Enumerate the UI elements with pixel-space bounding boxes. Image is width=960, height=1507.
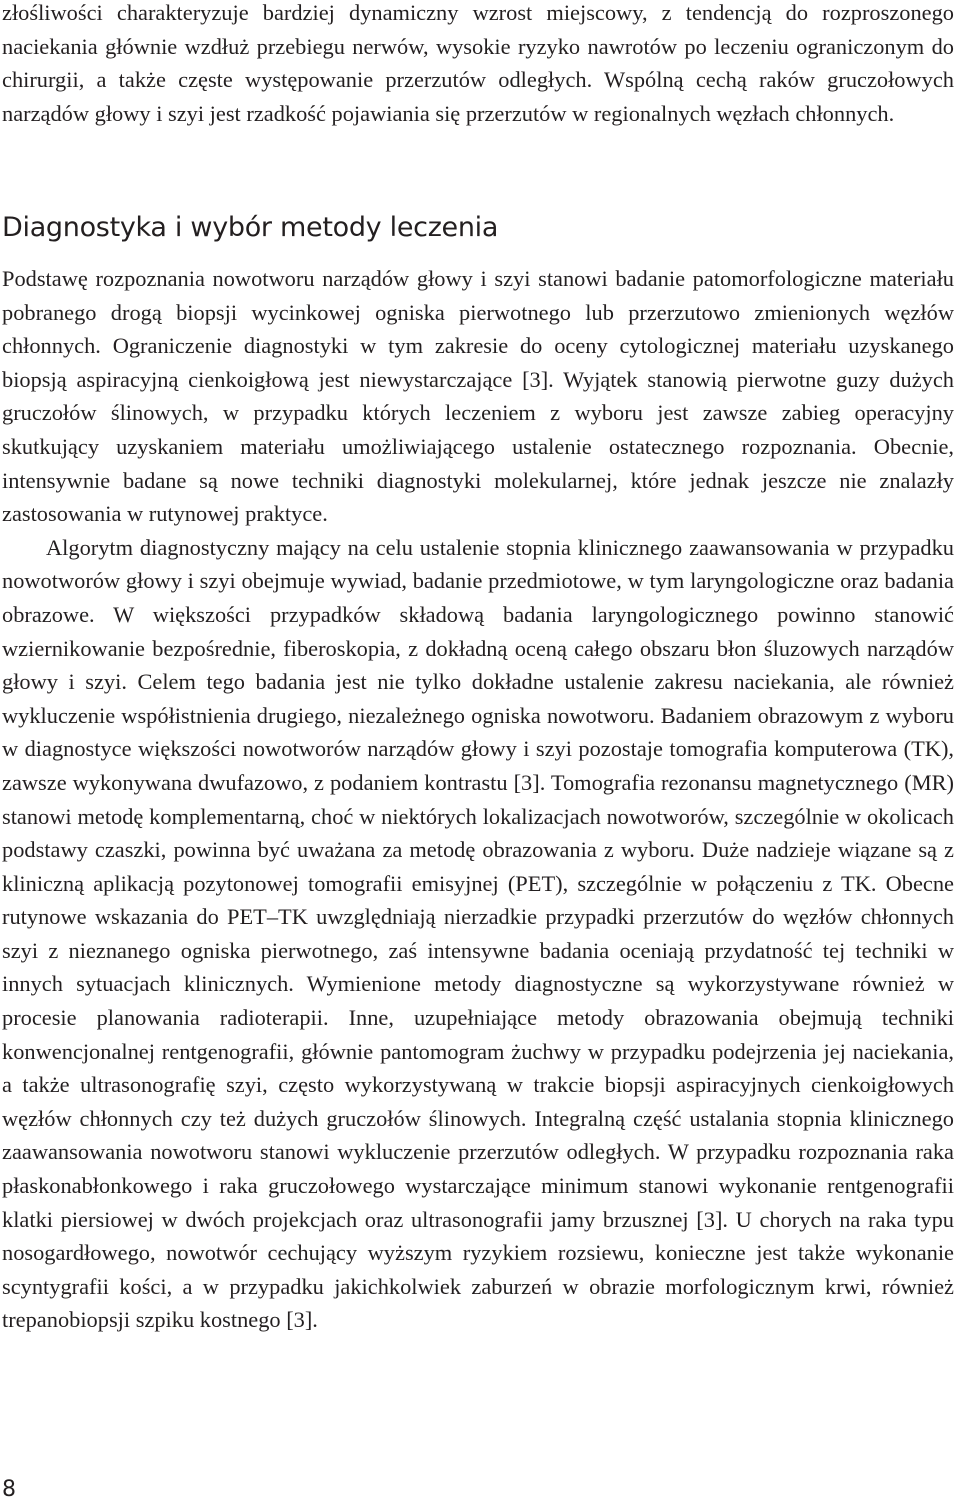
page-number: 8 — [2, 1477, 16, 1502]
body-paragraph: Podstawę rozpoznania nowotworu narządów głowy i szyi stanowi badanie patomorfologiczne materiału pobranego drogą biopsji wycinkowej ogniska pierwotnego lub przerzutowo zmienionych węzłów chłonnych. Ograniczenie diagnostyki w tym zakresie do oceny cytologicznej materiału uzyskanego biopsją aspiracyjną cienkoigłową jest niewystarczające [3]. Wyjątek stanowią pierwotne guzy dużych gruczołów ślinowych, w przypadku których leczeniem z wyboru jest zawsze zabieg operacyjny skutkujący uzyskaniem materiału umożliwiającego ustalenie ostatecznego rozpoznania. Obecnie, intensywnie badane są nowe techniki diagnostyki molekularnej, które jednak jeszcze nie znalazły zastosowania w rutynowej praktyce. — [2, 266, 954, 527]
body-paragraph: Algorytm diagnostyczny mający na celu ustalenie stopnia klinicznego zaawansowania w przypadku nowotworów głowy i szyi obejmuje wywiad, badanie przedmiotowe, w tym laryngologiczne oraz badania obrazowe. W większości przypadków składową badania laryngologicznego powinno stanowić wziernikowanie bezpośrednie, fiberoskopia, z dokładną oceną całego obszaru błon śluzowych narządów głowy i szyi. Celem tego badania jest nie tylko dokładne ustalenie zakresu naciekania, ale również wykluczenie współistnienia drugiego, niezależnego ogniska nowotworu. Badaniem obrazowym z wyboru w diagnostyce większości nowotworów narządów głowy i szyi pozostaje tomografia komputerowa (TK), zawsze wykonywana dwufazowo, z podaniem kontrastu [3]. Tomografia rezonansu magnetycznego (MR) stanowi metodę komplementarną, choć w niektórych lokalizacjach nowotworów, szczególnie w okolicach podstawy czaszki, powinna być uważana za metodę obrazowania z wyboru. Duże nadzieje wiązane są z kliniczną aplikacją pozytonowej tomografii emisyjnej (PET), szczególnie w połączeniu z TK. Obecne rutynowe wskazania do PET–TK uwzględniają nierzadkie przypadki przerzutów do węzłów chłonnych szyi z nieznanego ogniska pierwotnego, zaś intensywne badania oceniają przydatność tej techniki w innych sytuacjach klinicznych. Wymienione metody diagnostyczne są wykorzystywane również w procesie planowania radioterapii. Inne, uzupełniające metody obrazowania obejmują techniki konwencjonalnej rentgenografii, głównie pantomogram żuchwy w przypadku podejrzenia jej naciekania, a także ultrasonografię szyi, często wykorzystywaną w trakcie biopsji aspiracyjnych cienkoigłowych węzłów chłonnych czy też dużych gruczołów ślinowych. Integralną część ustalania stopnia klinicznego zaawansowania nowotworu stanowi wykluczenie przerzutów odległych. W przypadku rozpoznania raka płaskonabłonkowego i raka gruczołowego wystarczające minimum stanowi wykonanie rentgenografii klatki piersiowej w dwóch projekcjach oraz ultrasonografii jamy brzusznej [3]. U chorych na raka typu nosogardłowego, nowotwór cechujący wyższym ryzykiem rozsiewu, konieczne jest także wykonanie scyntygrafii kości, a w przypadku jakichkolwiek zaburzeń w obrazie morfologicznym krwi, również trepanobiopsji szpiku kostnego [3]. — [2, 534, 954, 1333]
section-body — [2, 262, 954, 1337]
intro-paragraph: złośliwości charakteryzuje bardziej dynamiczny wzrost miejscowy, z tendencją do rozproszonego naciekania głównie wzdłuż przebiegu nerwów, wysokie ryzyko nawrotów po leczeniu ograniczonym do chirurgii, a także częste występowanie przerzutów odległych. Wspólną cechą raków gruczołowych narządów głowy i szyi jest rzadkość pojawiania się przerzutów w regionalnych węzłach chłonnych. — [2, 0, 954, 126]
section-heading: Diagnostyka i wybór metody leczenia — [2, 212, 499, 243]
